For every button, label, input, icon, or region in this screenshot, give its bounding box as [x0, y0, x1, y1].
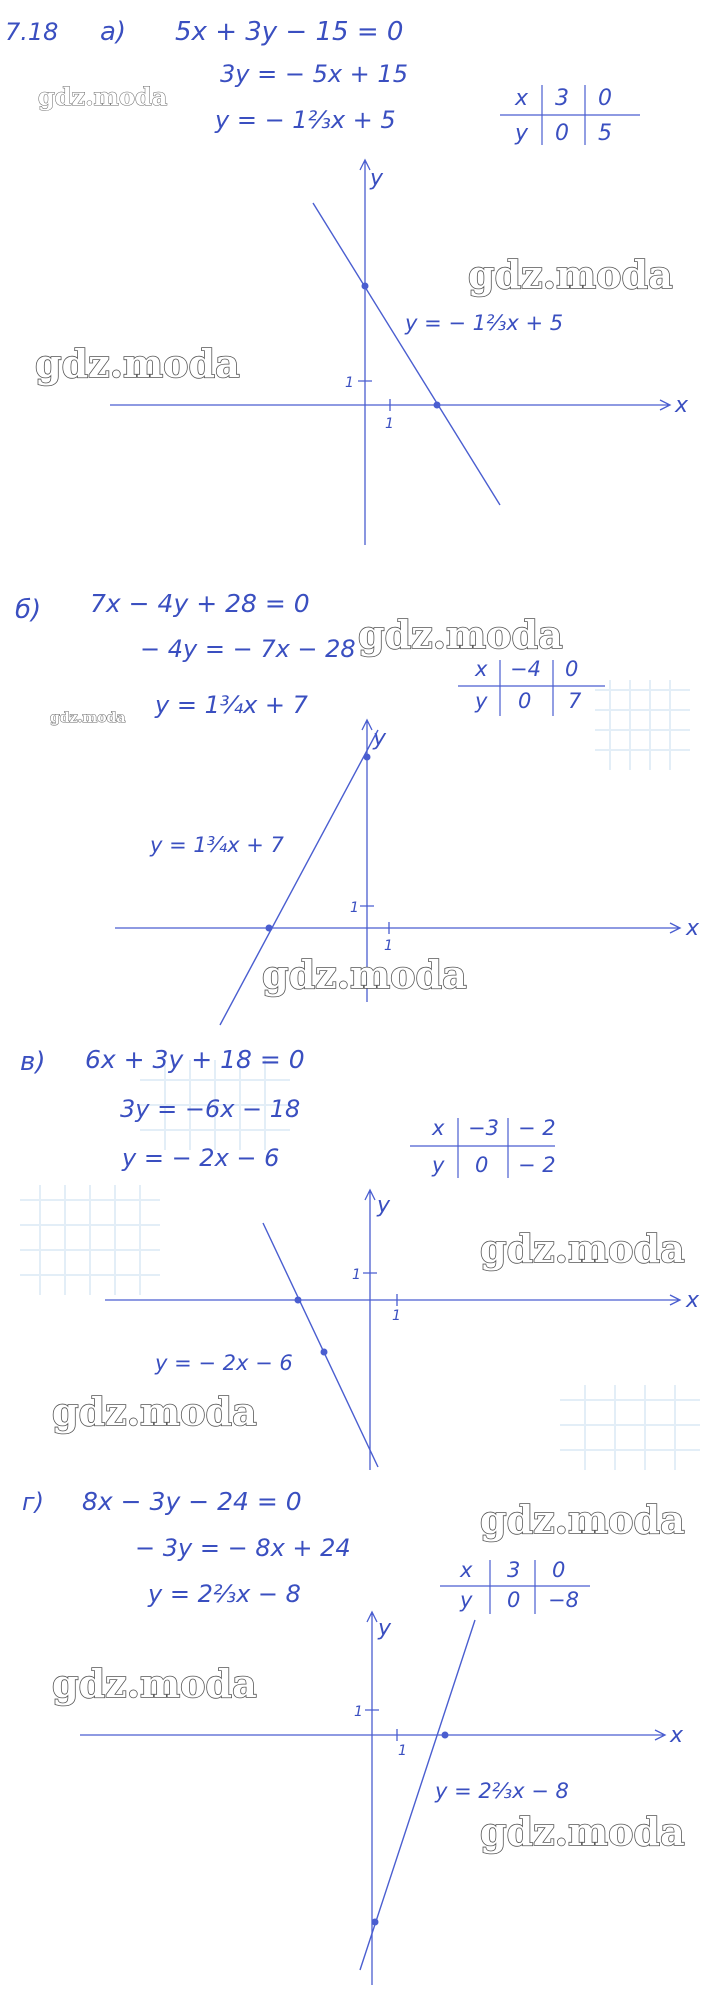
point-on-x-axis — [442, 1732, 449, 1739]
graph-equation-label: y = 2⅔x − 8 — [435, 1779, 569, 1803]
table-cell: 0 — [552, 1558, 566, 1582]
part-g-label: г) — [22, 1488, 44, 1516]
watermark: gdz.moda — [52, 1661, 257, 1706]
part-g-step-2: y = 2⅔x − 8 — [148, 1580, 301, 1608]
part-b-table — [458, 657, 605, 716]
unit-ticks — [358, 381, 390, 411]
y-axis-label: y — [378, 1616, 392, 1641]
watermark: gdz.moda — [262, 952, 467, 997]
part-b-step-1: − 4y = − 7x − 28 — [140, 635, 356, 663]
point-on-x-axis — [266, 925, 273, 932]
watermark: gdz.moda — [468, 252, 673, 297]
watermark: gdz.moda — [52, 1389, 257, 1434]
y-axis-label: y — [370, 166, 384, 191]
watermarks — [35, 82, 685, 1854]
table-cell: 3 — [555, 86, 569, 111]
y-axis — [365, 1190, 375, 1470]
unit-label-y: 1 — [345, 375, 354, 391]
graph-equation-label: y = 1¾x + 7 — [150, 833, 284, 857]
unit-label-x: 1 — [384, 938, 393, 954]
table-header-y: y — [475, 689, 488, 713]
point-on-y-axis — [372, 1919, 379, 1926]
point-on-y-axis — [362, 283, 369, 290]
unit-label-x: 1 — [398, 1743, 407, 1759]
table-header-y: y — [432, 1153, 445, 1177]
y-axis — [367, 1612, 377, 1985]
unit-label-y: 1 — [352, 1267, 361, 1283]
watermark: gdz.moda — [35, 341, 240, 386]
unit-label-x: 1 — [392, 1308, 401, 1324]
table-cell: 0 — [518, 689, 532, 713]
background-grid-texture — [20, 680, 700, 1470]
part-v-step-1: 3y = −6x − 18 — [120, 1095, 301, 1123]
watermark: gdz.moda — [358, 612, 563, 657]
x-axis — [115, 923, 680, 933]
part-a-label: а) — [100, 17, 127, 47]
watermark: gdz.moda — [480, 1497, 685, 1542]
part-g — [22, 1487, 684, 1985]
table-cell: 0 — [507, 1588, 521, 1612]
x-axis-label: x — [686, 1288, 700, 1313]
point-on-line — [321, 1349, 328, 1356]
table-cell: 0 — [555, 121, 569, 146]
x-axis-label: x — [670, 1723, 684, 1748]
table-cell: 0 — [598, 86, 612, 111]
table-header-y: y — [460, 1588, 473, 1612]
point-on-x-axis — [295, 1297, 302, 1304]
table-cell: −3 — [468, 1116, 499, 1140]
y-axis — [360, 160, 370, 545]
unit-ticks — [365, 1710, 397, 1741]
part-v-table — [410, 1116, 556, 1178]
table-cell: −4 — [510, 657, 541, 681]
point-on-x-axis — [434, 402, 441, 409]
table-cell: 0 — [565, 657, 579, 681]
table-cell: − 2 — [518, 1116, 556, 1140]
table-header-x: x — [515, 86, 529, 111]
table-cell: 7 — [568, 689, 582, 713]
part-v-equation: 6x + 3y + 18 = 0 — [85, 1045, 305, 1074]
unit-ticks — [360, 906, 389, 934]
graph-line — [263, 1223, 378, 1467]
part-a-step-1: 3y = − 5x + 15 — [220, 60, 408, 88]
graph-equation-label: y = − 1⅔x + 5 — [405, 311, 564, 335]
part-b-step-2: y = 1¾x + 7 — [155, 691, 308, 719]
x-axis — [105, 1295, 680, 1305]
part-a-equation: 5x + 3y − 15 = 0 — [175, 17, 404, 47]
y-axis-label: y — [377, 1193, 391, 1218]
table-header-x: x — [460, 1558, 473, 1582]
table-cell: 5 — [598, 121, 612, 146]
watermark: gdz.moda — [480, 1809, 685, 1854]
table-cell: − 2 — [518, 1153, 556, 1177]
graph-equation-label: y = − 2x − 6 — [155, 1351, 293, 1375]
x-axis-label: x — [675, 393, 689, 418]
table-cell: −8 — [548, 1588, 579, 1612]
table-header-x: x — [475, 657, 488, 681]
part-g-table — [440, 1558, 590, 1614]
graph-line — [313, 203, 500, 505]
part-a-step-2: y = − 1⅔x + 5 — [215, 106, 396, 134]
watermark: gdz.moda — [480, 1226, 685, 1271]
unit-label-x: 1 — [385, 416, 394, 432]
y-axis-label: y — [373, 726, 387, 751]
part-a-table — [500, 85, 640, 146]
part-b-equation: 7x − 4y + 28 = 0 — [90, 589, 310, 618]
unit-label-y: 1 — [350, 900, 359, 916]
watermark: gdz.moda — [38, 82, 168, 111]
watermark: gdz.moda — [50, 710, 126, 726]
unit-ticks — [363, 1273, 397, 1306]
unit-label-y: 1 — [354, 1704, 363, 1720]
table-cell: 3 — [507, 1558, 521, 1582]
table-header-y: y — [515, 121, 529, 146]
table-cell: 0 — [475, 1153, 489, 1177]
problem-number: 7.18 — [5, 18, 59, 46]
part-g-equation: 8x − 3y − 24 = 0 — [82, 1487, 302, 1516]
part-g-step-1: − 3y = − 8x + 24 — [135, 1534, 351, 1562]
table-header-x: x — [432, 1116, 445, 1140]
part-v-step-2: y = − 2x − 6 — [122, 1144, 280, 1172]
part-b-label: б) — [15, 595, 42, 625]
x-axis-label: x — [686, 916, 700, 941]
part-v-label: в) — [20, 1047, 46, 1077]
point-on-y-axis — [364, 754, 371, 761]
